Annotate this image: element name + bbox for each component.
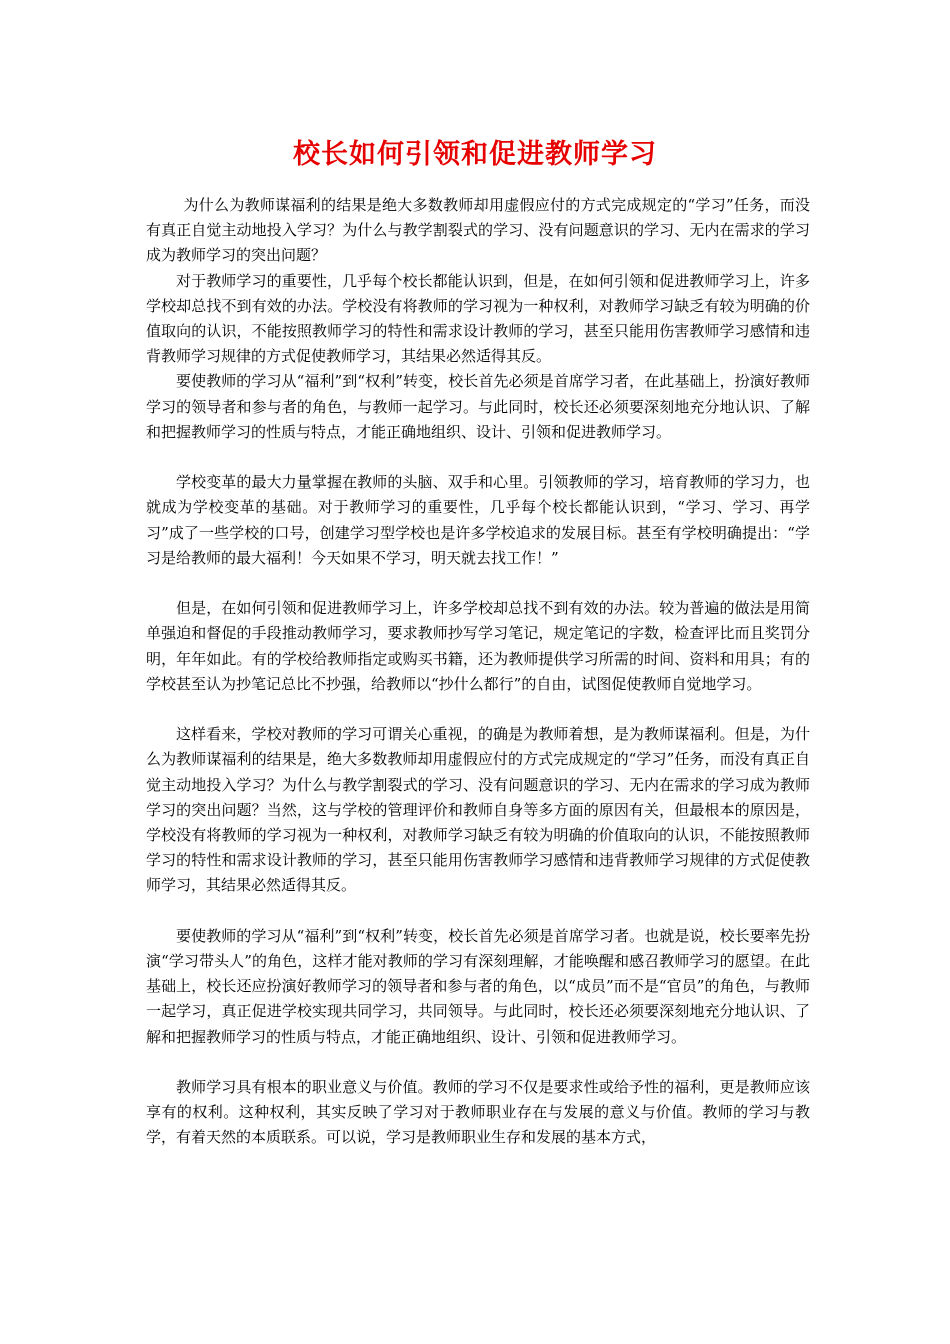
document-body [146, 193, 810, 1151]
paragraph: 学校变革的最大力量掌握在教师的头脑、双手和心里。引领教师的学习，培育教师的学习力，也就成为学校变革的基础。对于教师学习的重要性，几乎每个校长都能认识到，“学习、学习、再学习”成了一些学校的口号，创建学习型学校也是许多学校追求的发展目标。甚至有学校明确提出：“学习是给教师的最大福利！今天如果不学习，明天就去找工作！” [146, 473, 810, 567]
paragraph: 但是，在如何引领和促进教师学习上，许多学校却总找不到有效的办法。较为普遍的做法是用简单强迫和督促的手段推动教师学习，要求教师抄写学习笔记，规定笔记的字数，检查评比而且奖罚分明，年年如此。有的学校给教师指定或购买书籍，还为教师提供学习所需的时间、资料和用具；有的学校甚至认为抄笔记总比不抄强，给教师以“抄什么都行”的自由，试图促使教师自觉地学习。 [146, 599, 810, 693]
document-title: 校长如何引领和促进教师学习 [293, 139, 657, 170]
paragraph: 这样看来，学校对教师的学习可谓关心重视，的确是为教师着想，是为教师谋福利。但是，为什么为教师谋福利的结果是，绝大多数教师却用虚假应付的方式完成规定的“学习”任务，而没有真正自觉主动地投入学习？为什么与教学割裂式的学习、没有问题意识的学习、无内在需求的学习成为教师学习的突出问题？当然，这与学校的管理评价和教师自身等多方面的原因有关，但最根本的原因是，学校没有将教师的学习视为一种权利，对教师学习缺乏有较为明确的价值取向的认识，不能按照教师学习的特性和需求设计教师的学习，甚至只能用伤害教师学习感情和违背教师学习规律的方式促使教师学习，其结果必然适得其反。 [146, 725, 810, 895]
paragraph: 要使教师的学习从“福利”到“权利”转变，校长首先必须是首席学习者。也就是说，校长要率先扮演“学习带头人”的角色，这样才能对教师的学习有深刻理解，才能唤醒和感召教师学习的愿望。在此基础上，校长还应扮演好教师学习的领导者和参与者的角色，以“成员”而不是“官员”的角色，与教师一起学习，真正促进学校实现共同学习，共同领导。与此同时，校长还必须要深刻地充分地认识、了解和把握教师学习的性质与特点，才能正确地组织、设计、引领和促进教师学习。 [146, 926, 810, 1046]
paragraph: 为什么为教师谋福利的结果是绝大多数教师却用虚假应付的方式完成规定的“学习”任务，而没有真正自觉主动地投入学习？为什么与教学割裂式的学习、没有问题意识的学习、无内在需求的学习成为教师学习的突出问题？ [146, 196, 810, 265]
paragraph: 要使教师的学习从“福利”到“权利”转变，校长首先必须是首席学习者，在此基础上，扮演好教师学习的领导者和参与者的角色，与教师一起学习。与此同时，校长还必须要深刻地充分地认识、了解和把握教师学习的性质与特点，才能正确地组织、设计、引领和促进教师学习。 [146, 372, 810, 441]
paragraph: 对于教师学习的重要性，几乎每个校长都能认识到，但是，在如何引领和促进教师学习上，许多学校却总找不到有效的办法。学校没有将教师的学习视为一种权利，对教师学习缺乏有较为明确的价值取向的认识，不能按照教师学习的特性和需求设计教师的学习，甚至只能用伤害教师学习感情和违背教师学习规律的方式促使教师学习，其结果必然适得其反。 [146, 271, 810, 366]
paragraph: 教师学习具有根本的职业意义与价值。教师的学习不仅是要求性或给予性的福利，更是教师应该享有的权利。这种权利，其实反映了学习对于教师职业存在与发展的意义与价值。教师的学习与教学，有着天然的本质联系。可以说，学习是教师职业生存和发展的基本方式， [146, 1078, 810, 1147]
